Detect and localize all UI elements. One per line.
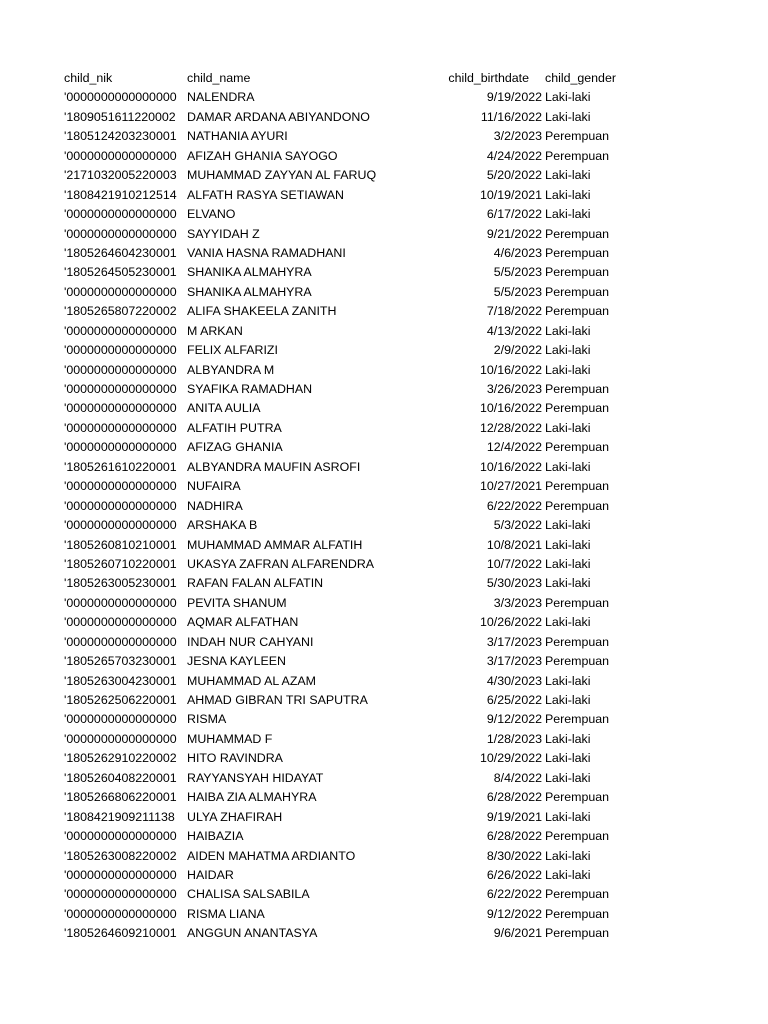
cell-child-nik: '1805124203230001 (64, 129, 177, 144)
table-row (0, 497, 768, 516)
cell-child-name: ULYA ZHAFIRAH (187, 809, 283, 824)
cell-child-name: UKASYA ZAFRAN ALFARENDRA (187, 556, 375, 571)
cell-child-birthdate: 9/19/2022 (486, 90, 542, 105)
cell-child-birthdate: 10/27/2021 (479, 479, 542, 494)
cell-child-gender: Perempuan (545, 906, 610, 921)
table-row (0, 613, 768, 632)
cell-child-name: ALFATIH PUTRA (187, 420, 282, 435)
cell-child-gender: Perempuan (545, 790, 610, 805)
cell-child-gender: Laki-laki (545, 90, 591, 105)
cell-child-gender: Perempuan (545, 129, 610, 144)
cell-child-gender: Laki-laki (545, 362, 591, 377)
cell-child-gender: Perempuan (545, 926, 610, 941)
table-row (0, 885, 768, 904)
cell-child-gender: Perempuan (545, 265, 610, 280)
cell-child-name: RISMA (187, 712, 227, 727)
cell-child-birthdate: 9/21/2022 (486, 226, 542, 241)
cell-child-gender: Laki-laki (545, 518, 591, 533)
table-row (0, 594, 768, 613)
cell-child-gender: Perempuan (545, 595, 610, 610)
cell-child-nik: '0000000000000000 (64, 829, 177, 844)
cell-child-nik: '0000000000000000 (64, 498, 177, 513)
cell-child-name: HAIBAZIA (187, 829, 244, 844)
cell-child-gender: Perempuan (545, 382, 610, 396)
table-row (0, 769, 768, 788)
cell-child-nik: '1805263004230001 (64, 673, 177, 688)
cell-child-birthdate: 5/5/2023 (493, 284, 542, 299)
table-row (0, 205, 768, 224)
cell-child-nik: '0000000000000000 (64, 284, 177, 299)
cell-child-birthdate: 2/9/2022 (493, 343, 542, 358)
cell-child-birthdate: 10/7/2022 (486, 556, 542, 571)
cell-child-birthdate: 5/30/2023 (486, 576, 542, 591)
cell-child-nik: '0000000000000000 (64, 595, 177, 610)
cell-child-gender: Laki-laki (545, 343, 591, 358)
cell-child-birthdate: 10/19/2021 (479, 187, 542, 202)
cell-child-name: AIDEN MAHATMA ARDIANTO (187, 848, 356, 863)
table-row (0, 827, 768, 846)
cell-child-gender: Perempuan (545, 479, 610, 494)
cell-child-nik: '0000000000000000 (64, 207, 177, 222)
cell-child-gender: Laki-laki (545, 187, 591, 202)
cell-child-nik: '0000000000000000 (64, 226, 177, 241)
cell-child-nik: '0000000000000000 (64, 90, 177, 105)
cell-child-name: MUHAMMAD AMMAR ALFATIH (187, 537, 363, 552)
table-row (0, 225, 768, 244)
cell-child-name: ALFATH RASYA SETIAWAN (187, 187, 344, 202)
cell-child-gender: Perempuan (545, 284, 610, 299)
cell-child-birthdate: 6/26/2022 (486, 867, 542, 882)
cell-child-name: RAYYANSYAH HIDAYAT (187, 770, 324, 785)
table-row (0, 633, 768, 652)
cell-child-birthdate: 5/5/2023 (493, 265, 542, 280)
cell-child-gender: Perempuan (545, 829, 610, 844)
cell-child-name: SAYYIDAH Z (187, 226, 260, 241)
cell-child-birthdate: 7/18/2022 (486, 304, 542, 319)
cell-child-gender: Perempuan (545, 634, 610, 649)
spreadsheet-table (0, 69, 768, 944)
cell-child-birthdate: 3/17/2023 (486, 654, 542, 669)
cell-child-gender: Laki-laki (545, 556, 591, 571)
table-row (0, 399, 768, 418)
cell-child-gender: Perempuan (545, 148, 610, 163)
cell-child-gender: Laki-laki (545, 693, 591, 707)
cell-child-nik: '1805264609210001 (64, 926, 177, 941)
column-header-child-nik: child_nik (64, 71, 113, 85)
cell-child-birthdate: 4/13/2022 (486, 323, 542, 338)
cell-child-nik: '0000000000000000 (64, 440, 177, 455)
cell-child-gender: Perempuan (545, 440, 610, 455)
cell-child-name: NADHIRA (187, 498, 243, 513)
cell-child-birthdate: 6/28/2022 (486, 790, 542, 805)
cell-child-name: ALBYANDRA MAUFIN ASROFI (187, 459, 361, 474)
table-row (0, 263, 768, 282)
cell-child-name: INDAH NUR CAHYANI (187, 634, 314, 649)
cell-child-birthdate: 4/24/2022 (486, 148, 542, 163)
cell-child-nik: '2171032005220003 (64, 168, 177, 183)
cell-child-birthdate: 8/30/2022 (486, 848, 542, 863)
table-row (0, 458, 768, 477)
table-row (0, 536, 768, 555)
cell-child-gender: Laki-laki (545, 576, 591, 591)
cell-child-name: SYAFIKA RAMADHAN (187, 382, 313, 396)
cell-child-name: HITO RAVINDRA (187, 751, 283, 766)
cell-child-name: MUHAMMAD ZAYYAN AL FARUQ (187, 168, 377, 183)
cell-child-nik: '1805262506220001 (64, 693, 177, 707)
cell-child-name: CHALISA SALSABILA (187, 887, 310, 902)
cell-child-nik: '1805264505230001 (64, 265, 177, 280)
cell-child-gender: Laki-laki (545, 770, 591, 785)
cell-child-nik: '0000000000000000 (64, 634, 177, 649)
cell-child-name: HAIBA ZIA ALMAHYRA (187, 790, 317, 805)
header-row (0, 69, 768, 88)
cell-child-nik: '1808421909211138 (64, 809, 175, 824)
column-header-child-gender: child_gender (545, 71, 616, 85)
cell-child-name: M ARKAN (187, 323, 243, 338)
table-row (0, 555, 768, 574)
cell-child-nik: '1805260408220001 (64, 770, 177, 785)
cell-child-name: NALENDRA (187, 90, 255, 105)
cell-child-gender: Perempuan (545, 401, 610, 416)
cell-child-birthdate: 11/16/2022 (480, 109, 542, 124)
table-row (0, 283, 768, 302)
cell-child-birthdate: 10/16/2022 (479, 459, 542, 474)
cell-child-birthdate: 1/28/2023 (486, 731, 542, 746)
cell-child-nik: '0000000000000000 (64, 382, 177, 396)
cell-child-birthdate: 9/12/2022 (486, 906, 542, 921)
cell-child-birthdate: 5/3/2022 (493, 518, 542, 533)
cell-child-birthdate: 6/28/2022 (486, 829, 542, 844)
cell-child-nik: '0000000000000000 (64, 479, 177, 494)
cell-child-birthdate: 6/17/2022 (486, 207, 542, 222)
table-row (0, 905, 768, 924)
table-row (0, 127, 768, 146)
cell-child-birthdate: 6/25/2022 (486, 693, 542, 707)
cell-child-name: PEVITA SHANUM (187, 595, 287, 610)
cell-child-gender: Laki-laki (545, 848, 591, 863)
cell-child-name: ANGGUN ANANTASYA (187, 926, 318, 941)
cell-child-nik: '0000000000000000 (64, 343, 177, 358)
table-row (0, 710, 768, 729)
cell-child-nik: '1805265807220002 (64, 304, 177, 319)
cell-child-birthdate: 9/12/2022 (486, 712, 542, 727)
cell-child-gender: Perempuan (545, 304, 610, 319)
cell-child-nik: '1805260710220001 (64, 556, 177, 571)
cell-child-nik: '0000000000000000 (64, 518, 177, 533)
table-row (0, 691, 768, 710)
cell-child-name: AFIZAH GHANIA SAYOGO (187, 148, 338, 163)
cell-child-birthdate: 10/16/2022 (479, 362, 542, 377)
cell-child-nik: '0000000000000000 (64, 401, 177, 416)
table-row (0, 186, 768, 205)
table-row (0, 730, 768, 749)
cell-child-name: AFIZAG GHANIA (187, 440, 283, 455)
cell-child-nik: '1805262910220002 (64, 751, 177, 766)
table-row (0, 808, 768, 827)
cell-child-nik: '0000000000000000 (64, 867, 177, 882)
cell-child-gender: Laki-laki (545, 731, 591, 746)
cell-child-nik: '0000000000000000 (64, 731, 177, 746)
table-row (0, 516, 768, 535)
table-row (0, 477, 768, 496)
cell-child-nik: '0000000000000000 (64, 420, 177, 435)
cell-child-nik: '1805263008220002 (64, 848, 177, 863)
cell-child-nik: '1805265703230001 (64, 654, 177, 669)
cell-child-name: ELVANO (187, 207, 236, 222)
cell-child-name: NUFAIRA (187, 479, 241, 494)
cell-child-birthdate: 6/22/2022 (486, 887, 542, 902)
cell-child-name: JESNA KAYLEEN (187, 654, 286, 669)
cell-child-name: SHANIKA ALMAHYRA (187, 284, 312, 299)
cell-child-name: MUHAMMAD AL AZAM (187, 673, 316, 688)
cell-child-birthdate: 10/8/2021 (486, 537, 542, 552)
table-row (0, 866, 768, 885)
cell-child-birthdate: 3/17/2023 (486, 634, 542, 649)
cell-child-nik: '0000000000000000 (64, 615, 177, 630)
cell-child-name: AQMAR ALFATHAN (187, 615, 299, 630)
cell-child-nik: '0000000000000000 (64, 887, 177, 902)
table-row (0, 244, 768, 263)
cell-child-name: ARSHAKA B (187, 518, 258, 533)
table-row (0, 302, 768, 321)
table-row (0, 438, 768, 457)
cell-child-nik: '1809051611220002 (64, 109, 176, 124)
cell-child-birthdate: 9/19/2021 (486, 809, 542, 824)
cell-child-birthdate: 10/26/2022 (479, 615, 542, 630)
table-row (0, 166, 768, 185)
cell-child-name: RISMA LIANA (187, 906, 265, 921)
cell-child-name: HAIDAR (187, 867, 234, 882)
cell-child-birthdate: 3/26/2023 (486, 382, 542, 396)
cell-child-name: ANITA AULIA (187, 401, 261, 416)
cell-child-gender: Laki-laki (545, 207, 591, 222)
cell-child-gender: Laki-laki (545, 459, 591, 474)
cell-child-nik: '1805261610220001 (64, 459, 177, 474)
cell-child-gender: Laki-laki (545, 323, 591, 338)
cell-child-nik: '0000000000000000 (64, 712, 177, 727)
cell-child-birthdate: 10/29/2022 (479, 751, 542, 766)
cell-child-gender: Laki-laki (545, 673, 591, 688)
cell-child-birthdate: 10/16/2022 (479, 401, 542, 416)
cell-child-birthdate: 3/2/2023 (493, 129, 542, 144)
cell-child-gender: Laki-laki (545, 751, 591, 766)
cell-child-name: RAFAN FALAN ALFATIN (187, 576, 324, 591)
table-row (0, 88, 768, 107)
cell-child-gender: Perempuan (545, 245, 610, 260)
table-row (0, 419, 768, 438)
cell-child-name: VANIA HASNA RAMADHANI (187, 245, 346, 260)
cell-child-nik: '1808421910212514 (64, 187, 177, 202)
cell-child-nik: '0000000000000000 (64, 148, 177, 163)
cell-child-name: SHANIKA ALMAHYRA (187, 265, 312, 280)
cell-child-name: ALIFA SHAKEELA ZANITH (187, 304, 337, 319)
table-body (0, 88, 768, 943)
cell-child-birthdate: 4/6/2023 (493, 245, 542, 260)
cell-child-gender: Laki-laki (545, 615, 591, 630)
cell-child-name: MUHAMMAD F (187, 731, 273, 746)
cell-child-nik: '1805264604230001 (64, 245, 177, 260)
table-row (0, 341, 768, 360)
table-row (0, 672, 768, 691)
table-row (0, 147, 768, 166)
table-row (0, 108, 768, 127)
cell-child-gender: Laki-laki (545, 109, 591, 124)
table-row (0, 788, 768, 807)
cell-child-gender: Perempuan (545, 498, 610, 513)
cell-child-name: ALBYANDRA M (187, 362, 275, 377)
cell-child-birthdate: 9/6/2021 (493, 926, 542, 941)
cell-child-gender: Laki-laki (545, 867, 591, 882)
table-row (0, 361, 768, 380)
cell-child-nik: '1805266806220001 (64, 790, 177, 805)
table-row (0, 924, 768, 943)
cell-child-gender: Laki-laki (545, 537, 591, 552)
cell-child-gender: Perempuan (545, 887, 610, 902)
cell-child-name: FELIX ALFARIZI (187, 343, 278, 358)
cell-child-nik: '1805260810210001 (64, 537, 177, 552)
cell-child-birthdate: 8/4/2022 (493, 770, 542, 785)
cell-child-gender: Perempuan (545, 226, 610, 241)
table-row (0, 847, 768, 866)
cell-child-gender: Laki-laki (545, 420, 591, 435)
cell-child-gender: Laki-laki (545, 168, 591, 183)
cell-child-gender: Perempuan (545, 712, 610, 727)
table-row (0, 322, 768, 341)
cell-child-name: DAMAR ARDANA ABIYANDONO (187, 109, 370, 124)
cell-child-name: AHMAD GIBRAN TRI SAPUTRA (187, 693, 368, 707)
cell-child-birthdate: 12/28/2022 (479, 420, 542, 435)
cell-child-birthdate: 4/30/2023 (486, 673, 542, 688)
table-row (0, 574, 768, 593)
cell-child-nik: '1805263005230001 (64, 576, 177, 591)
table-row (0, 380, 768, 399)
column-header-child-name: child_name (187, 71, 251, 85)
cell-child-nik: '0000000000000000 (64, 362, 177, 377)
cell-child-gender: Perempuan (545, 654, 610, 669)
table-row (0, 749, 768, 768)
cell-child-birthdate: 3/3/2023 (493, 595, 542, 610)
table-row (0, 652, 768, 671)
cell-child-birthdate: 6/22/2022 (486, 498, 542, 513)
cell-child-birthdate: 12/4/2022 (486, 440, 542, 455)
cell-child-nik: '0000000000000000 (64, 323, 177, 338)
cell-child-nik: '0000000000000000 (64, 906, 177, 921)
cell-child-birthdate: 5/20/2022 (486, 168, 542, 183)
column-header-child-birthdate: child_birthdate (448, 71, 529, 85)
cell-child-gender: Laki-laki (545, 809, 591, 824)
cell-child-name: NATHANIA AYURI (187, 129, 288, 144)
